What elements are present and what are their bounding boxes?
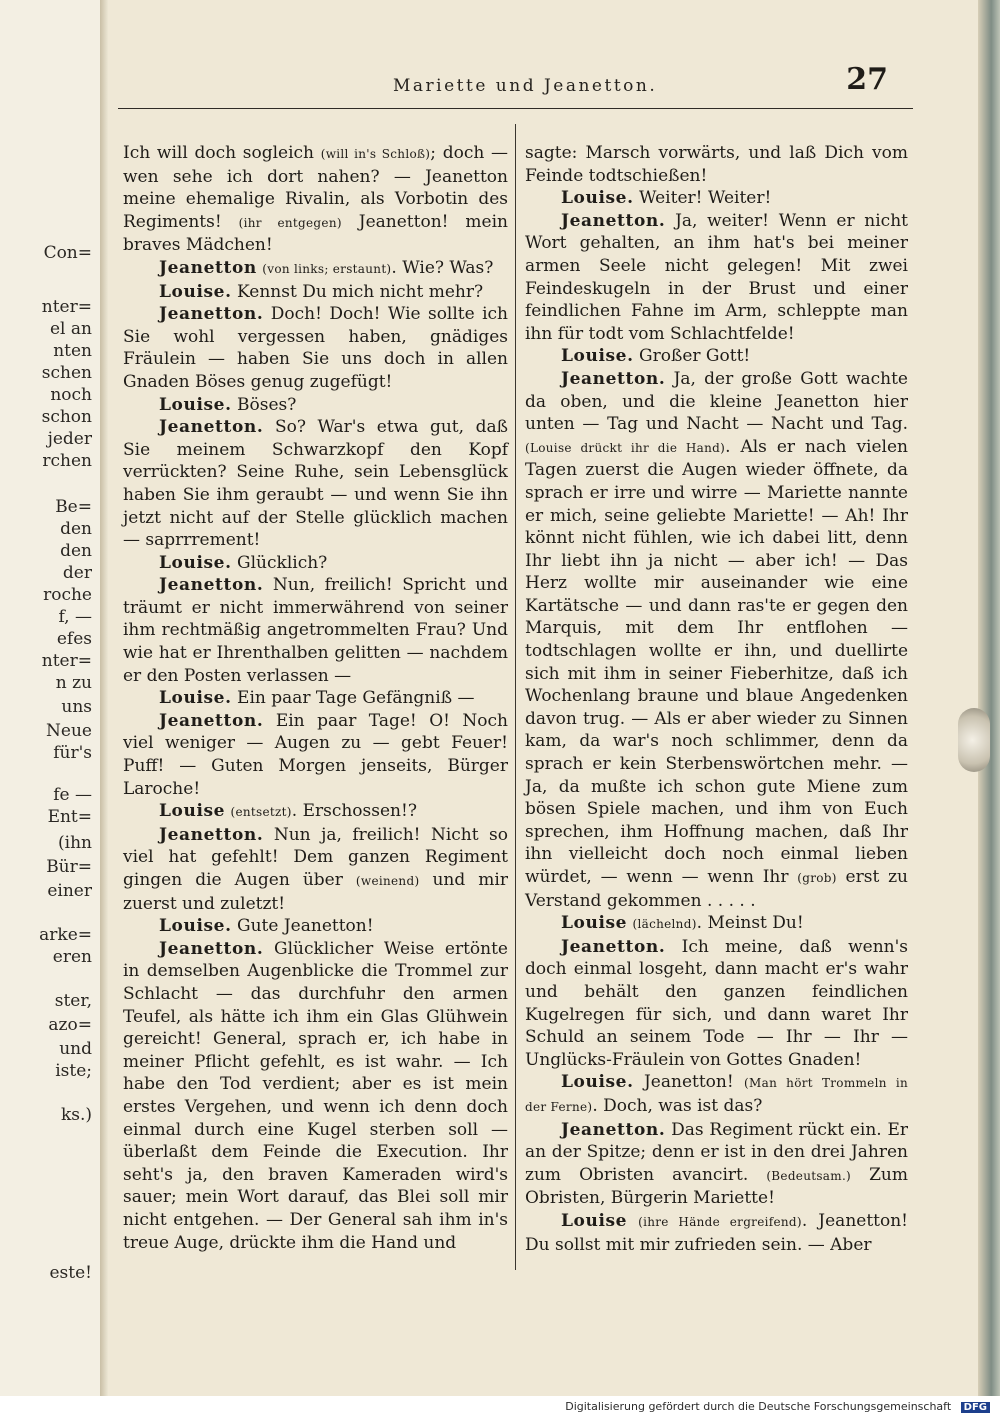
dialogue-text: Zum Obristen, Bürgerin Mariette! xyxy=(525,1164,908,1209)
speaker-name: Louise. xyxy=(159,394,232,415)
dialogue-paragraph xyxy=(123,938,508,1254)
dialogue-paragraph xyxy=(123,303,508,393)
stage-direction: (grob) xyxy=(797,871,837,885)
dialogue-paragraph xyxy=(525,142,908,187)
page-number: 27 xyxy=(846,62,888,97)
dialogue-paragraph xyxy=(123,142,508,257)
dialogue-text: Böses? xyxy=(231,394,297,415)
left-page-fragment: den xyxy=(60,541,92,561)
dialogue-paragraph xyxy=(123,710,508,800)
speaker-name: Jeanetton. xyxy=(159,710,264,731)
stage-direction: (will in's Schloß) xyxy=(320,147,431,161)
dialogue-text: Ein paar Tage Gefängniß — xyxy=(231,688,475,709)
left-page-fragment: iste; xyxy=(55,1061,92,1081)
dfg-logo: DFG xyxy=(961,1402,990,1413)
left-page-fragment: für's xyxy=(53,743,92,763)
dialogue-text: Ja, der große Gott wachte da oben, und die kleine Jeanetton hier unten — Tag und Nacht — Nacht und Tag. xyxy=(525,368,908,435)
left-page-fragment: den xyxy=(60,519,92,539)
left-page-fragment: Neue xyxy=(46,721,92,741)
left-text-column xyxy=(123,142,508,1254)
dialogue-text: sagte: Marsch vorwärts, und laß Dich vom Feinde todtschießen! xyxy=(525,143,908,186)
dialogue-paragraph xyxy=(123,257,508,281)
stage-direction: (von links; erstaunt) xyxy=(262,261,392,276)
left-page-fragment: este! xyxy=(49,1263,92,1283)
dialogue-paragraph xyxy=(525,1210,908,1256)
dialogue-text: Gute Jeanetton! xyxy=(231,916,374,937)
speaker-name: Jeanetton xyxy=(159,257,257,278)
speaker-name: Jeanetton. xyxy=(561,936,666,957)
footer-text: Digitalisierung gefördert durch die Deutsche Forschungsgemeinschaft xyxy=(565,1400,952,1413)
dialogue-paragraph xyxy=(123,574,508,687)
left-page-fragment: Con= xyxy=(43,243,92,263)
dialogue-paragraph xyxy=(525,1071,908,1118)
dialogue-text: und mir zuerst und zuletzt! xyxy=(123,870,508,914)
left-page-fragment: noch xyxy=(50,385,92,405)
left-page-fragment: nter= xyxy=(41,297,92,317)
speaker-name: Louise. xyxy=(561,346,634,367)
speaker-name: Jeanetton. xyxy=(159,304,264,325)
speaker-name: Louise xyxy=(159,801,226,822)
dialogue-paragraph xyxy=(525,368,908,912)
speaker-name: Louise. xyxy=(159,916,232,937)
dialogue-text: Weiter! Weiter! xyxy=(633,188,772,209)
dialogue-paragraph xyxy=(123,800,508,824)
left-page-fragment: ks.) xyxy=(60,1105,92,1125)
stage-direction: (lächelnd) xyxy=(632,917,697,932)
left-page-fragment: Ent= xyxy=(47,807,92,827)
left-page-fragment: azo= xyxy=(48,1015,92,1035)
dialogue-paragraph xyxy=(123,687,508,710)
dialogue-text: Glücklich? xyxy=(231,552,328,573)
dialogue-paragraph xyxy=(525,187,908,210)
dialogue-text: . Als er nach vielen Tagen zuerst die Augen wieder öffnete, da sprach er irre und wirre — Mariette nannte er mich, seine geliebte Mariette! — Ah! Ihr könnt nicht fühlen, wie ich dabei litt, denn Ihr liebt ihn ja nicht — aber ich! — Das Herz wollte mir auseinander wie eine Kartätsche — und dann ras'te er gegen den Marquis, mit dem Ihr entflohen — todtschlagen wollte er ihn, und duellirte sich mit ihm in seiner Fieberhitze, daß ich Wochenlang braune und blaue Angedenken davon trug. — Als er aber wieder zu Sinnen kam, da war's noch schlimmer, denn da sprach er kein Sterbenswörtchen mehr. — Ja, da mußte ich schon gute Miene zum bösen Spiele machen, und ihm von Euch sprechen, ihm Hoffnung machen, daß Ihr ihn vielleicht doch noch einmal lieben würdet, — wenn — wenn Ihr xyxy=(525,436,908,887)
speaker-name: Jeanetton. xyxy=(561,368,666,389)
dialogue-text: . Erschossen!? xyxy=(291,801,417,822)
right-text-column xyxy=(525,142,908,1256)
speaker-name: Louise. xyxy=(159,552,232,573)
stage-direction: (Bedeutsam.) xyxy=(766,1168,852,1183)
digitization-footer xyxy=(565,1400,990,1413)
dialogue-text: Ein paar Tage! O! Noch viel weniger — Augen zu — gebt Feuer! Puff! — Guten Morgen jenseits, Bürger Laroche! xyxy=(123,710,508,799)
dialogue-text: Ja, weiter! Wenn er nicht Wort gehalten, an ihm hat's bei meiner armen Seele nicht gelegen! Mit zwei Feindeskugeln in der Brust und einer feindlichen Fahne im Arm, schleppte man ihn für todt vom Schlachtfelde! xyxy=(525,210,908,344)
dialogue-paragraph xyxy=(123,281,508,304)
dialogue-text: . Jeanetton! Du sollst mit mir zufrieden sein. — Aber xyxy=(525,1210,909,1255)
left-page-fragment: fe — xyxy=(53,785,92,805)
dialogue-text: Kennst Du mich nicht mehr? xyxy=(231,281,484,302)
speaker-name: Jeanetton. xyxy=(159,417,264,438)
left-page-fragment: der xyxy=(62,563,92,583)
page-stack-edge xyxy=(978,0,1000,1396)
running-head: Mariette und Jeanetton. xyxy=(393,76,658,96)
left-page-fragment: ster, xyxy=(54,991,92,1011)
speaker-name: Louise xyxy=(561,913,628,934)
dialogue-paragraph xyxy=(123,824,508,915)
left-page-edge xyxy=(0,0,100,1396)
left-page-fragment: f, — xyxy=(58,607,92,627)
left-page-fragment: uns xyxy=(61,697,92,717)
left-page-fragment: el an xyxy=(50,319,92,339)
dialogue-text: . Meinst Du! xyxy=(696,913,804,934)
left-page-fragment: rchen xyxy=(42,451,92,471)
speaker-name: Jeanetton. xyxy=(561,1119,666,1140)
book-gutter xyxy=(100,0,108,1396)
dialogue-text: Ich will doch sogleich xyxy=(123,143,321,163)
dialogue-paragraph xyxy=(123,394,508,417)
header-rule xyxy=(118,108,913,109)
dialogue-text: . Doch, was ist das? xyxy=(592,1095,763,1116)
dialogue-text: Das Regiment rückt ein. Er an der Spitze; denn er ist in den drei Jahren zum Obristen avancirt. xyxy=(525,1119,908,1185)
speaker-name: Louise. xyxy=(159,281,232,302)
dialogue-text: Ich meine, daß wenn's doch einmal losgeht, dann macht er's wahr und behält den ganzen feindlichen Kugelregen für sich, und dann waret Ihr Schuld an seinem Tode — Ihr — Ihr — Unglücks-Fräulein von Gottes Gnaden! xyxy=(525,936,908,1070)
dialogue-paragraph xyxy=(525,345,908,368)
stage-direction: (weinend) xyxy=(355,874,420,888)
dialogue-text: So? War's etwa gut, daß Sie meinem Schwarzkopf den Kopf verrückten? Seine Ruhe, sein Lebensglück haben Sie ihm geraubt — und wenn Sie ihn jetzt nicht auf der Stelle glücklich machen — saprrrement! xyxy=(123,417,508,551)
left-page-fragment: (ihn xyxy=(58,833,92,853)
stage-direction: (ihr entgegen) xyxy=(238,215,342,230)
speaker-name: Jeanetton. xyxy=(561,210,666,231)
dialogue-text: Nun ja, freilich! Nicht so viel hat gefehlt! Dem ganzen Regiment gingen die Augen über xyxy=(123,824,508,890)
dialogue-text: ; doch — wen sehe ich dort nahen? — Jeanetton meine ehemalige Rivalin, als Vorbotin des Regiments! xyxy=(123,143,509,232)
left-page-fragment: einer xyxy=(47,881,92,901)
speaker-name: Jeanetton. xyxy=(159,824,264,845)
left-page-fragment: nter= xyxy=(41,651,92,671)
dialogue-text: erst zu Verstand gekommen . . . . . xyxy=(525,867,908,911)
left-page-fragment: arke= xyxy=(39,925,92,945)
dialogue-text: Großer Gott! xyxy=(633,346,751,367)
speaker-name: Louise. xyxy=(561,188,634,209)
left-page-fragment: jeder xyxy=(47,429,92,449)
bookmark-tab xyxy=(958,708,990,772)
stage-direction: (Louise drückt ihr die Hand) xyxy=(525,440,726,455)
left-page-fragment: roche xyxy=(43,585,92,605)
left-page-fragment: Be= xyxy=(55,497,92,517)
dialogue-text: Glücklicher Weise ertönte in demselben Augenblicke die Trommel zur Schlacht — das durchfuhr den armen Teufel, als hätte ich ihm ein Glas Glühwein gereicht! General, sprach er, ich habe in meiner Pflicht gefehlt, es ist wahr. — Ich habe den Tod verdient; aber es ist mein erstes Vergehen, und wenn ich denn doch einmal durch eine Kugel sterben soll — überlaßt dem Feinde die Execution. Ihr seht's ja, den braven Kameraden wird's sauer; mein Wort darauf, das Blei soll mir nicht entgehen. — Der General sah ihm in's treue Auge, drückte ihm die Hand und xyxy=(123,938,508,1253)
speaker-name: Louise. xyxy=(561,1072,634,1093)
dialogue-paragraph xyxy=(525,936,908,1072)
stage-direction: (entsetzt) xyxy=(230,805,292,820)
left-page-fragment: n zu xyxy=(55,673,92,693)
left-page-fragment: nten xyxy=(53,341,92,361)
dialogue-paragraph xyxy=(123,416,508,552)
column-divider xyxy=(515,124,516,1270)
left-page-fragment: eren xyxy=(52,947,92,967)
left-page-fragment: und xyxy=(59,1039,92,1059)
dialogue-text: . Wie? Was? xyxy=(391,257,494,278)
dialogue-text: Doch! Doch! Wie sollte ich Sie wohl vergessen haben, gnädiges Fräulein — haben Sie uns doch in allen Gnaden Böses genug zugefügt! xyxy=(123,304,508,392)
stage-direction: (Man hört Trommeln in der Ferne) xyxy=(525,1076,908,1114)
dialogue-paragraph xyxy=(525,210,908,346)
dialogue-paragraph xyxy=(525,912,908,936)
left-page-fragment: schen xyxy=(41,363,92,383)
dialogue-text: Jeanetton! mein braves Mädchen! xyxy=(123,211,508,256)
stage-direction: (ihre Hände ergreifend) xyxy=(638,1214,802,1229)
dialogue-text: Jeanetton! xyxy=(633,1072,745,1093)
dialogue-paragraph xyxy=(525,1119,908,1210)
left-page-fragment: schon xyxy=(41,407,92,427)
dialogue-text: Nun, freilich! Spricht und träumt er nicht immerwährend von seiner ihm rechtmäßig angetrommelten Frau? Und wie hat er Ihrenthalben gelitten — nachdem er den Posten verlassen — xyxy=(123,575,508,686)
dialogue-paragraph xyxy=(123,552,508,575)
dialogue-paragraph xyxy=(123,915,508,938)
left-page-fragment: Bür= xyxy=(46,857,92,877)
speaker-name: Louise xyxy=(561,1210,628,1231)
speaker-name: Jeanetton. xyxy=(159,938,264,959)
speaker-name: Jeanetton. xyxy=(159,575,264,596)
left-page-fragment: efes xyxy=(56,629,92,649)
speaker-name: Louise. xyxy=(159,688,232,709)
